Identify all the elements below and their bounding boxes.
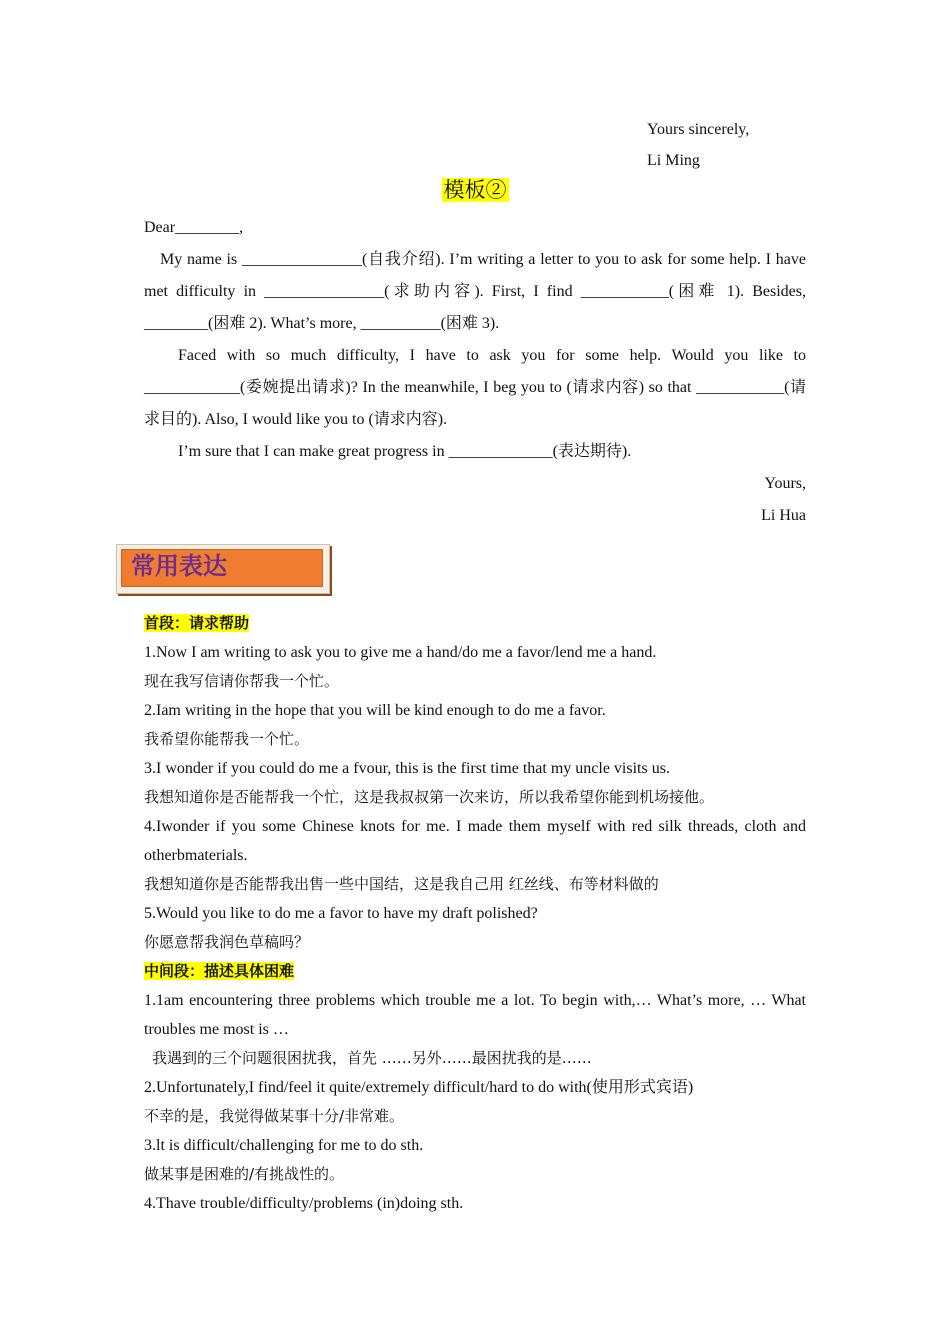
expression-zh: 我想知道你是否能帮我一个忙，这是我叔叔第一次来访，所以我希望你能到机场接他。 bbox=[144, 788, 715, 806]
expression-en: 3.lt is difficult/challenging for me to do sth. bbox=[144, 1137, 424, 1154]
expression-zh: 现在我写信请你帮我一个忙。 bbox=[144, 672, 340, 690]
expression-zh: 不幸的是，我觉得做某事十分/非常难。 bbox=[144, 1107, 405, 1125]
expression-zh: 我希望你能帮我一个忙。 bbox=[144, 730, 310, 748]
expression-en: 1.1am encountering three problems which trouble me a lot. To begin with,… What’s more, … What troubles me most is … bbox=[144, 992, 806, 1038]
expression-en: 4.Iwonder if you some Chinese knots for me. I made them myself with red silk threads, cloth and otherbmaterials. bbox=[144, 818, 806, 864]
template-title-text: 模板② bbox=[443, 178, 507, 202]
template-title bbox=[0, 174, 950, 206]
expression-zh: 做某事是困难的/有挑战性的。 bbox=[144, 1165, 345, 1183]
expression-en: 3.I wonder if you could do me a fvour, this is the first time that my uncle visits us. bbox=[144, 760, 670, 777]
heading-opening: 首段：请求帮助 bbox=[144, 614, 250, 632]
section-header bbox=[116, 544, 330, 594]
signature-block-top bbox=[647, 114, 749, 176]
expression-zh: 我想知道你是否能帮我出售一些中国结，这是我自己用 红丝线、布等材料做的 bbox=[144, 875, 659, 893]
letter-paragraph-3: I’m sure that I can make great progress in _____________(表达期待). bbox=[178, 443, 632, 460]
letter-paragraph-2: Faced with so much difficulty, I have to ask you for some help. Would you like to ____________(委婉提出请求)? In the meanwhile, I beg you to (请求内容) so that ___________(请求目的). Also, I would like you to (请求内容). bbox=[144, 347, 806, 428]
expression-zh: 你愿意帮我润色草稿吗？ bbox=[144, 933, 310, 951]
expression-en: 4.Thave trouble/difficulty/problems (in)doing sth. bbox=[144, 1195, 464, 1212]
closing-text: Yours sincerely, bbox=[647, 121, 750, 138]
letter-signer: Li Hua bbox=[761, 507, 806, 524]
expression-en: 5.Would you like to do me a favor to have my draft polished? bbox=[144, 905, 538, 922]
letter-salutation: Dear________, bbox=[144, 219, 244, 236]
expression-en: 2.Unfortunately,I find/feel it quite/extremely difficult/hard to do with(使用形式宾语) bbox=[144, 1079, 694, 1096]
section-title: 常用表达 bbox=[131, 552, 227, 580]
expression-en: 2.Iam writing in the hope that you will be kind enough to do me a favor. bbox=[144, 702, 606, 719]
letter-closing: Yours, bbox=[764, 475, 806, 492]
heading-middle: 中间段：描述具体困难 bbox=[144, 962, 295, 980]
letter-paragraph-1: My name is _______________(自我介绍). I’m writing a letter to you to ask for some help. I have met difficulty in _______________(求助内容). First, I find ___________(困难 1). Besides, ________(困难 2). What’s more, __________(困难 3). bbox=[144, 251, 806, 332]
letter-template bbox=[144, 212, 806, 532]
expression-en: 1.Now I am writing to ask you to give me a hand/do me a favor/lend me a hand. bbox=[144, 644, 657, 661]
expressions-list bbox=[144, 609, 806, 1218]
expression-zh: 我遇到的三个问题很困扰我，首先 ……另外……最困扰我的是…… bbox=[152, 1049, 592, 1067]
signer-name: Li Ming bbox=[647, 152, 700, 169]
